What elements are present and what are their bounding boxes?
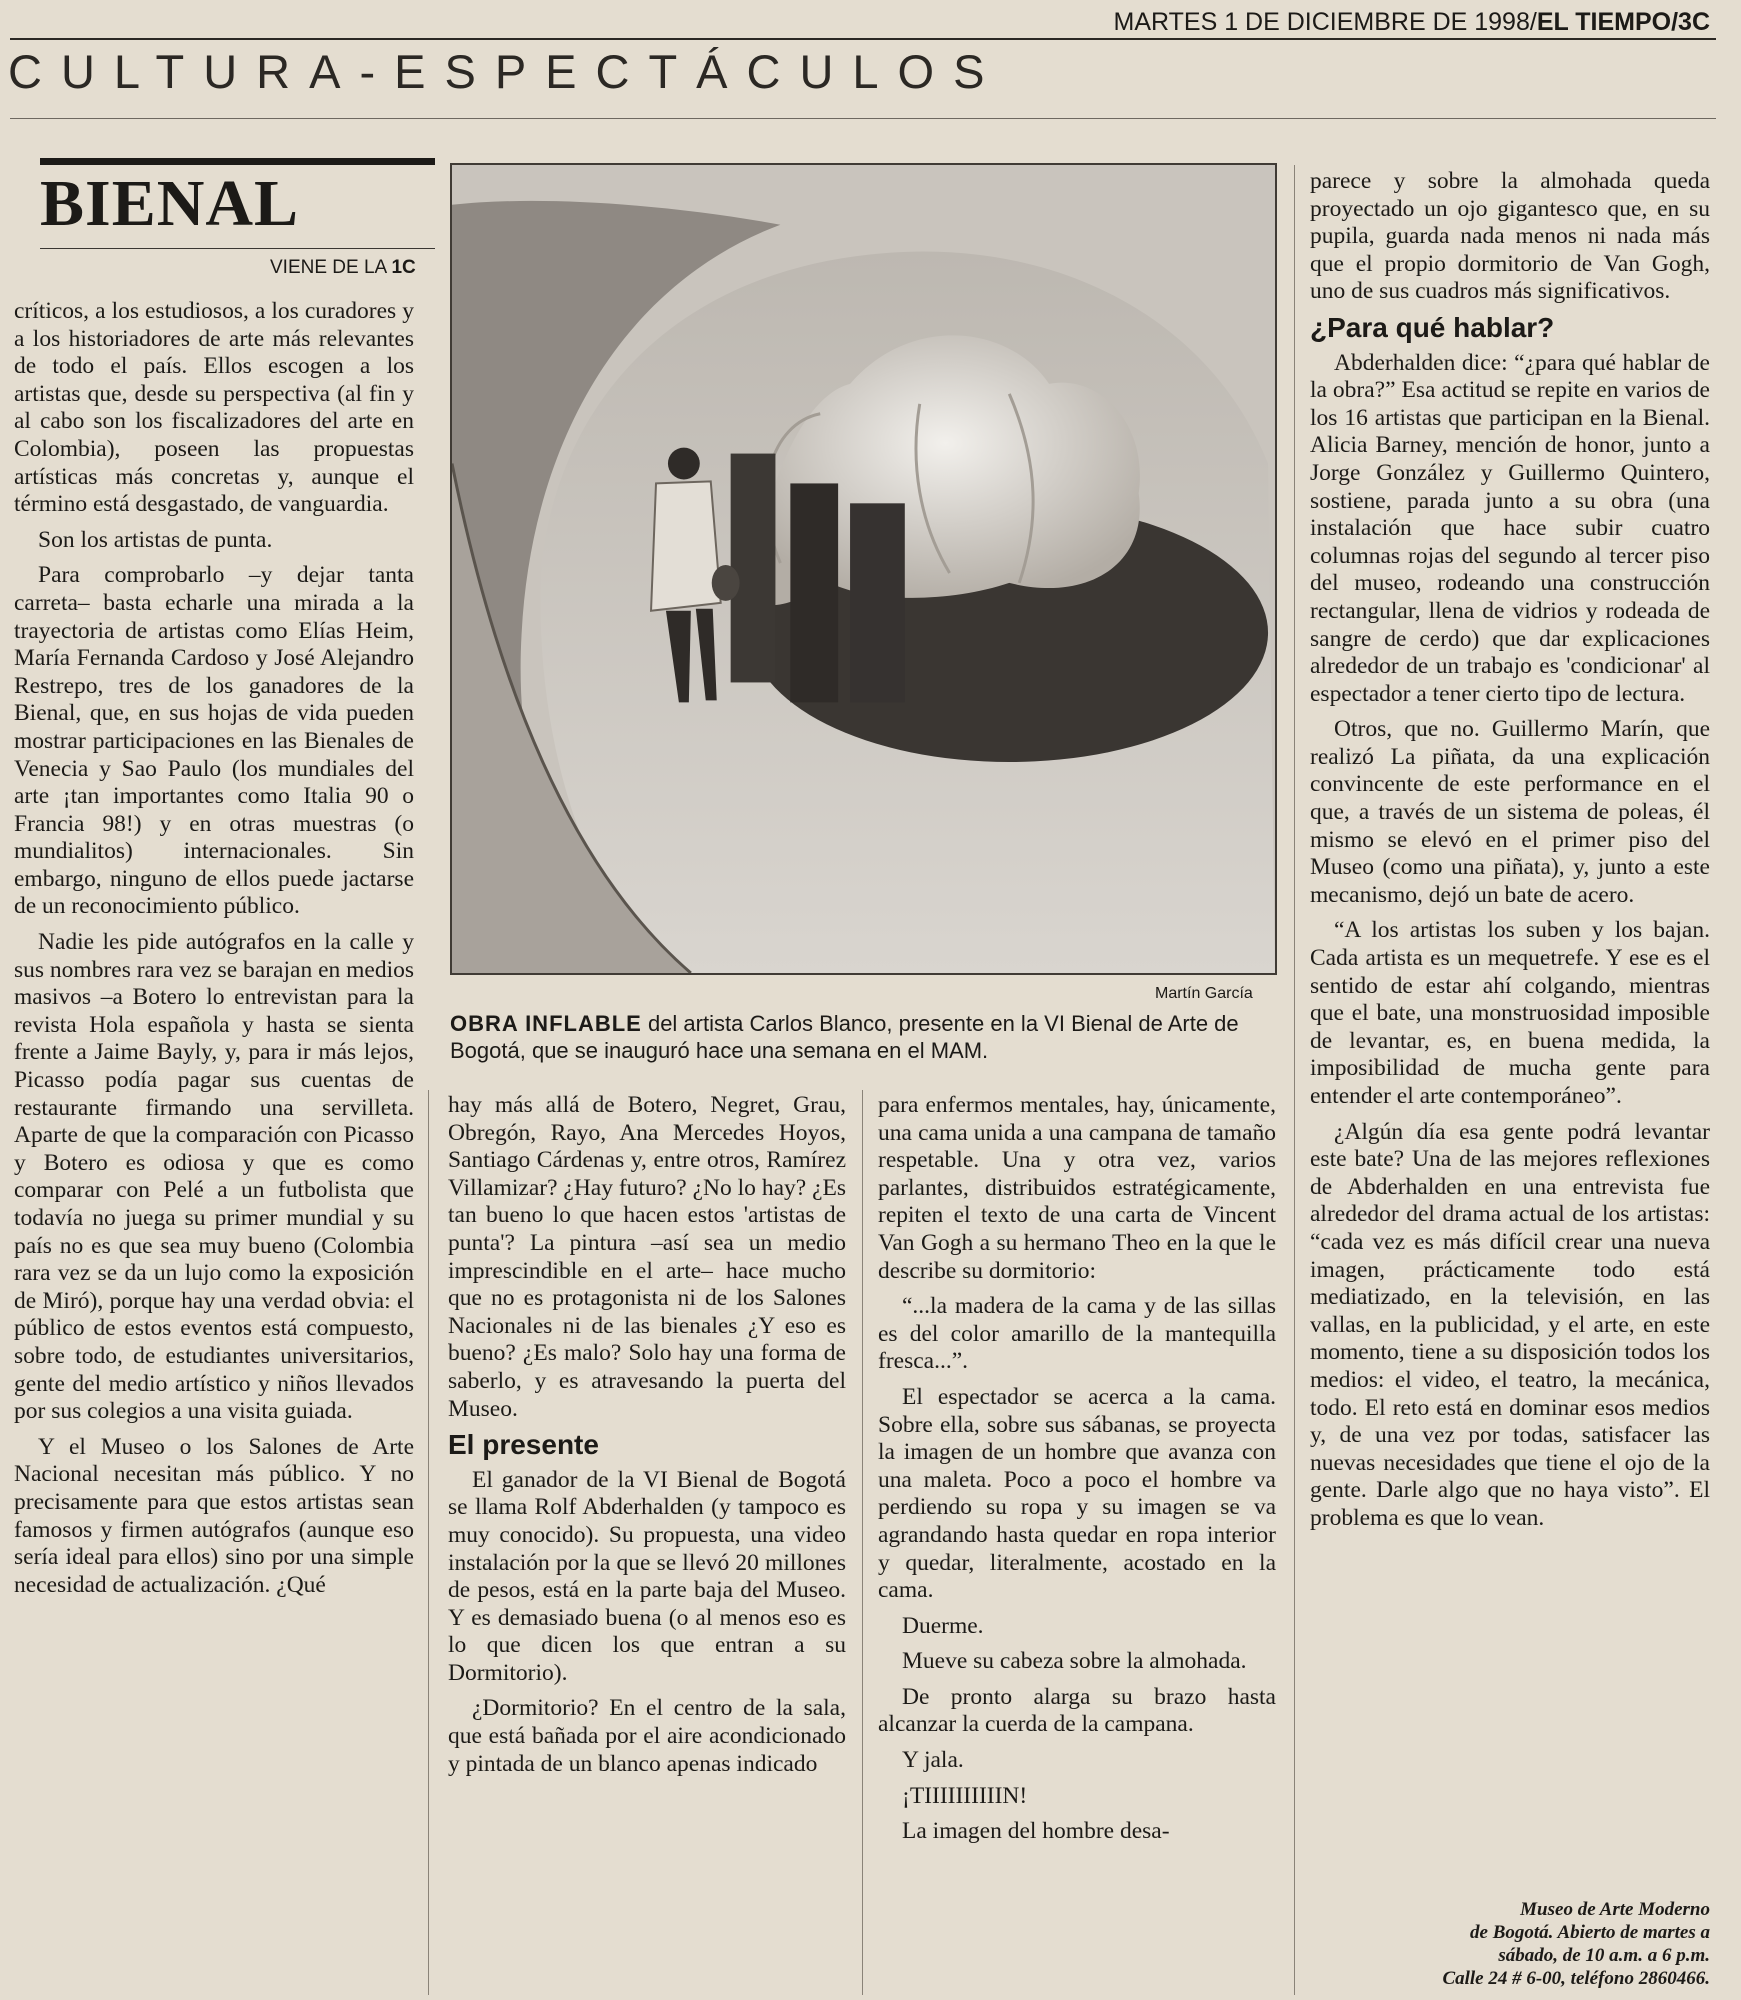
section-title: CULTURA-ESPECTÁCULOS xyxy=(8,45,1004,98)
paragraph: ¿Dormitorio? En el centro de la sala, que está bañada por el aire acondicionado y pintada de un blanco apenas indicado xyxy=(448,1695,846,1777)
article-column-3 xyxy=(878,1092,1276,1854)
kicker-rule xyxy=(40,248,435,249)
photo-illustration xyxy=(452,165,1275,973)
quote: “...la madera de la cama y de las sillas es del color amarillo de la mantequilla fresca...”. xyxy=(878,1293,1276,1375)
continued-from xyxy=(270,257,416,279)
article-column-4 xyxy=(1310,168,1710,1541)
paragraph: para enfermos mentales, hay, únicamente, una cama unida a una campana de tamaño respetable. Una y otra vez, varios parlantes, distribuidos estratégicamente, repiten el texto de una carta de Vincent Van Gogh a su hermano Theo en la que le describe su dormitorio: xyxy=(878,1092,1276,1284)
top-rule xyxy=(10,38,1716,40)
paragraph: De pronto alarga su brazo hasta alcanzar la cuerda de la campana. xyxy=(878,1683,1276,1738)
paragraph: Mueve su cabeza sobre la almohada. xyxy=(902,1648,1247,1675)
column-divider xyxy=(862,1090,863,1995)
paragraph: Abderhalden dice: “¿para qué hablar de la obra?” Esa actitud se repite en varios de los 16 artistas que participan en la Bienal. Alicia Barney, mención de honor, junto a Jorge González y Guillermo Quintero, sostiene, parada junto a su obra (una instalación que hace subir cuatro columnas rojas del segundo al tercer piso del museo, rodeando una construcción rectangular, llena de vidrios y rodeada de sangre de cerdo) que dar explicaciones alrededor de un trabajo es 'condicionar' al espectador a tener cierto tipo de lectura. xyxy=(1310,349,1710,707)
paragraph: Y el Museo o los Salones de Arte Nacional necesitan más público. Y no precisamente para que estos artistas sean famosos y firmen autógrafos (aunque eso sería ideal para ellos) sino por una simple necesidad de actualización. ¿Qué xyxy=(14,1433,414,1598)
article-column-2 xyxy=(448,1092,846,1786)
paragraph: parece y sobre la almohada queda proyectado un ojo gigantesco que, en su pupila, guarda nada menos ni nada más que el propio dormitorio de Van Gogh, uno de sus cuadros más significativos. xyxy=(1310,168,1710,305)
section-rule xyxy=(10,118,1716,119)
subheading-el-presente: El presente xyxy=(448,1429,599,1461)
paragraph: Para comprobarlo –y dejar tanta carreta– basta echarle una mirada a la trayectoria de artistas como Elías Heim, María Fernanda Cardoso y José Alejandro Restrepo, tres de los ganadores de la Bienal, que, en sus hojas de vida pueden mostrar participaciones en las Bienales de Venecia y Sao Paulo (los mundiales del arte ¡tan importantes como Italia 90 o Francia 98!) y en otras muestras (o mundialitos) internacionales. Sin embargo, ninguno de ellos puede jactarse de un reconocimiento público. xyxy=(14,562,414,920)
museum-info-line: de Bogotá. Abierto de martes a xyxy=(1470,1922,1710,1943)
column-divider xyxy=(428,1090,429,1995)
paragraph: El ganador de la VI Bienal de Bogotá se llama Rolf Abderhalden (y tampoco es muy conocido). Su propuesta, una video instalación por la que se llevó 20 millones de pesos, está en la parte baja del Museo. Y es demasiado buena (o al menos eso es lo que dicen los que entran a su Dormitorio). xyxy=(448,1466,846,1686)
paragraph: Duerme. xyxy=(902,1612,984,1639)
paragraph: El espectador se acerca a la cama. Sobre ella, sobre sus sábanas, se proyecta la imagen de un hombre que avanza con una maleta. Poco a poco el hombre va perdiendo su ropa y su imagen se va agrandando hasta quedar en ropa interior y quedar, literalmente, acostado en la cama. xyxy=(878,1383,1276,1604)
paragraph: críticos, a los estudiosos, a los curadores y a los historiadores de arte más relevantes de todo el país. Ellos escogen a los artistas que, desde su perspectiva (al fin y al cabo son los fiscalizadores del arte en Colombia), poseen las propuestas artísticas más concretas y, aunque el término está desgastado, de vanguardia. xyxy=(14,298,414,518)
paragraph: hay más allá de Botero, Negret, Grau, Obregón, Rayo, Ana Mercedes Hoyos, Santiago Cárdenas y, entre otros, Ramírez Villamizar? ¿Hay futuro? ¿No lo hay? ¿Es tan bueno lo que hacen estos 'artistas de punta'? La pintura –así sea un medio imprescindible en el arte– hace mucho que no es protagonista ni de los Salones Nacionales ni de las bienales ¿Y eso es bueno? ¿Es malo? Solo hay una forma de saberlo, y es atravesando la puerta del Museo. xyxy=(448,1092,846,1422)
masthead xyxy=(1090,8,1710,37)
paragraph: Son los artistas de punta. xyxy=(38,526,273,553)
paragraph: “A los artistas los suben y los bajan. Cada artista es un mequetrefe. Y ese es el sentido de estar ahí colgando, mientras que el bate, una monstruosidad imposible de levantar, es, en buena medida, la imposibilidad de mucha gente para entender el arte contemporáneo”. xyxy=(1310,917,1710,1109)
masthead-date: MARTES 1 DE DICIEMBRE DE 1998/ xyxy=(1113,8,1537,36)
museum-info-line: Museo de Arte Moderno xyxy=(1520,1899,1710,1920)
continued-page: 1C xyxy=(391,257,416,278)
museum-info-line: sábado, de 10 a.m. a 6 p.m. xyxy=(1498,1945,1710,1966)
subheading-para-que-hablar: ¿Para qué hablar? xyxy=(1310,311,1555,343)
continued-prefix: VIENE DE LA xyxy=(270,257,392,278)
paragraph: La imagen del hombre desa- xyxy=(902,1818,1170,1845)
paragraph: Otros, que no. Guillermo Marín, que realizó La piñata, da una explicación convincente de este performance en el que, a través de un sistema de poleas, él mismo se elevó en el primer piso del Museo (como una piñata), y, junto a este mecanismo, dejó un bate de acero. xyxy=(1310,716,1710,908)
paragraph: Y jala. xyxy=(902,1747,964,1774)
kicker-title: BIENAL xyxy=(40,167,300,240)
article-column-1 xyxy=(14,298,414,1607)
paragraph: ¡TIIIIIIIIIIN! xyxy=(902,1782,1028,1809)
paragraph: Nadie les pide autógrafos en la calle y sus nombres rara vez se barajan en medios masivos –a Botero lo entrevistan para la revista Hola española y hasta se sienta frente a Jaime Bayly, y, para ir más lejos, Picasso podía pagar sus cuentas de restaurante firmando una servilleta. Aparte de que la comparación con Picasso y Botero es odiosa y que es como comparar con Pelé a un futbolista que todavía no juega su primer mundial y su país no es que sea muy bueno (Colombia rara vez se da un lujo como la exposición de Miró), porque hay una verdad obvia: el público de estos eventos está compuesto, sobre todo, de estudiantes universitarios, gente del medio artístico y niños llevados por sus colegios a una visita guiada. xyxy=(14,929,415,1425)
kicker-bar xyxy=(40,158,435,165)
museum-info xyxy=(1340,1898,1710,1990)
column-divider xyxy=(1294,165,1295,1995)
masthead-paper: EL TIEMPO/3C xyxy=(1536,8,1710,36)
photo-caption xyxy=(450,1010,1282,1064)
photo-credit: Martín García xyxy=(1155,985,1253,1002)
paragraph: ¿Algún día esa gente podrá levantar este bate? Una de las mejores reflexiones de Abderhalden en una entrevista fue alrededor del drama actual de los artistas: “cada vez es más difícil crear una nueva imagen, prácticamente todo está mediatizado, en la televisión, en las vallas, en la publicidad, y el arte, en este momento, tiene a su disposición todos los medios: el video, el teatro, la mecánica, todo. El reto está en dominar esos medios y, de una vez por todas, satisfacer las nuevas necesidades que tiene el ojo de la gente. Darle algo que no haya visto”. El problema es que lo vean. xyxy=(1310,1118,1710,1531)
caption-text: del artista Carlos Blanco, presente en la VI Bienal de Arte de Bogotá, que se inauguró hace una semana en el MAM. xyxy=(450,1011,1239,1063)
inflatable-artwork-photo xyxy=(450,163,1277,975)
caption-lead: OBRA INFLABLE xyxy=(450,1011,642,1036)
museum-info-line: Calle 24 # 6-00, teléfono 2860466. xyxy=(1442,1968,1710,1989)
